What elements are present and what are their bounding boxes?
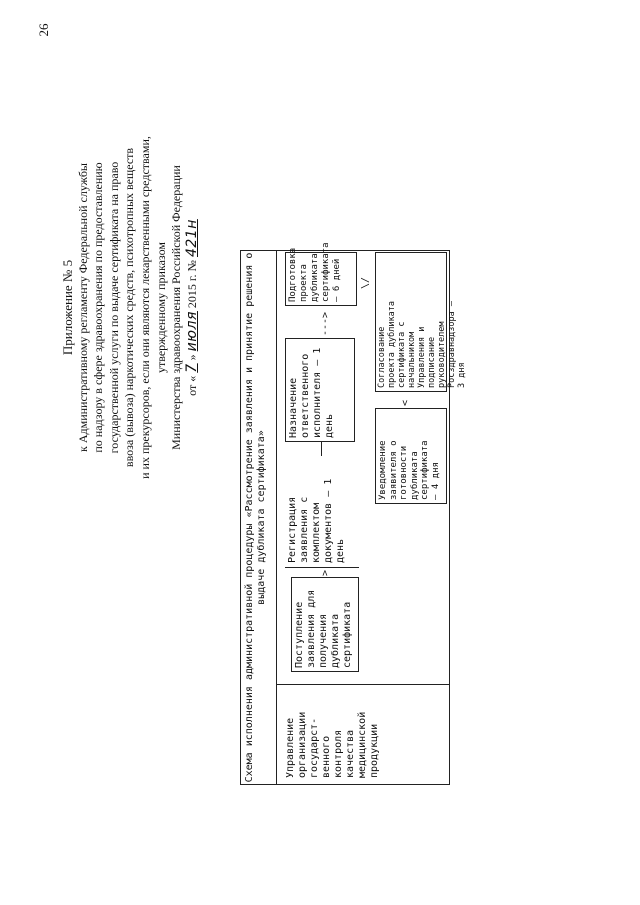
step-assignment-box: Назначение ответственного исполнителя – 1 день <box>285 338 355 442</box>
step-preparation-box: Подготовка проекта дубликата сертификата – 6 дней <box>285 252 357 306</box>
arrow-down-icon: \/ <box>360 276 371 289</box>
annex-line: утвержденному приказом <box>153 242 168 373</box>
arrow-right-icon: > <box>320 569 331 576</box>
order-mid: » <box>184 354 199 361</box>
order-year: 2015 г. № <box>184 260 199 309</box>
order-month-handwritten: июля <box>183 311 200 352</box>
order-number-handwritten: 421н <box>183 219 200 258</box>
arrow-long-icon: ---> <box>320 311 331 336</box>
department-label: Управление организации государст- венного контроля качества медицинской продукции <box>285 711 380 778</box>
annex-line: ввоза (вывоза) наркотических средств, психотропных веществ <box>122 147 137 468</box>
arrow-left-icon: < <box>400 399 411 406</box>
annex-line: Министерства здравоохранения Российской Федерации <box>169 165 184 450</box>
annex-line: государственной услуги по выдаче сертификата на право <box>106 161 121 454</box>
page-number: 26 <box>36 23 51 37</box>
annex-line: по надзору в сфере здравоохранения по предоставлению <box>91 162 106 453</box>
registration-left-border <box>285 567 359 568</box>
procedure-scheme-table <box>240 242 467 785</box>
order-prefix: от « <box>184 375 199 396</box>
annex-line: и их прекурсоров, если они являются лекарственными средствами, <box>137 136 152 479</box>
scheme-title: Схема исполнения административной процедуры «Рассмотрение заявления и принятие решения о выдаче дубликата сертификата» <box>241 251 277 784</box>
annex-header <box>60 30 200 585</box>
step-receipt-box: Поступление заявления для получения дубликата сертификата <box>291 577 359 672</box>
order-date-line <box>185 30 201 585</box>
department-column <box>277 684 449 784</box>
connector-line <box>321 442 322 456</box>
step-approval-box: Согласование проекта дубликата сертификата с начальником Управления и подписание руководителем Росздравнадзора – 3 дня <box>375 252 447 392</box>
annex-title: Приложение № 5 <box>60 259 75 356</box>
step-notification-box: Уведомление заявителя о готовности дубликата сертификата – 4 дня <box>375 408 447 504</box>
step-registration-box: Регистрация заявления с комплектом документов – 1 день <box>285 456 355 566</box>
annex-line: к Административному регламенту Федеральной службы <box>75 163 90 452</box>
order-day-handwritten: 7 <box>183 363 200 373</box>
